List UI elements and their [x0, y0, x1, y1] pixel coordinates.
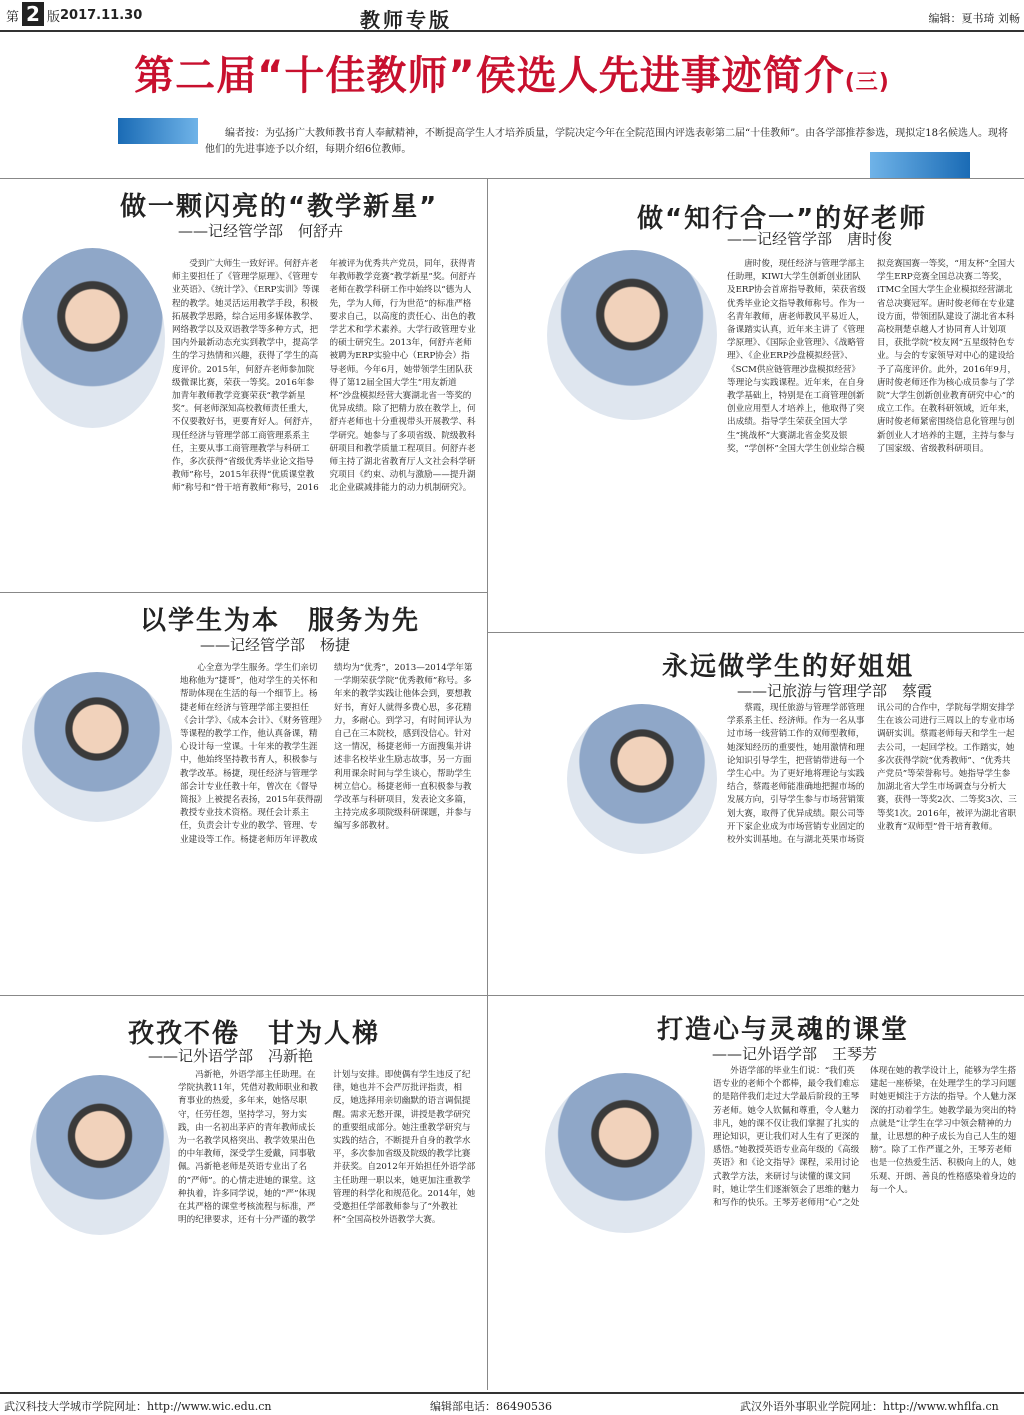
issue-date: 2017.11.30	[60, 8, 143, 23]
main-title-text: 第二届“十佳教师”侯选人先进事迹简介	[134, 53, 845, 99]
edition-title: 教师专版	[360, 8, 452, 32]
page-number: 2	[22, 2, 44, 26]
editor-note: 编者按：为弘扬广大教师教书育人奉献精神，不断提高学生人才培养质量，学院决定今年在全院范围内评选表彰第二届“十佳教师”。由各学部推荐参选，现拟定18名候选人。现将他们的先进事迹予以介绍，每期介绍6位教师。	[205, 128, 1008, 155]
article-body: 受到广大师生一致好评。何舒卉老师主要担任了《管理学原理》、《管理专业英语》、《统计学》、《ERP实训》等课程的教学。她灵活运用教学手段，积极拓展教学思路，综合运用多媒体教学、网络教学以及双语教学等多种方式，把国内外最新动态充实到教学中，提高学生的学习热情和兴趣，获得了学生的高度评价。2015年，何舒卉老师参加院级微课比赛，荣获一等奖。2016年参加青年教师教学竞赛荣获“教学新星奖”。何老师深知高校教师责任重大，不仅要教好书，更要育好人。何舒卉，现任经济与管理学部工商管理系系主任，主要从事工商管理教学与科研工作，多次获得“省级优秀毕业论文指导教师”称号，2015年获得“优质课堂教师”称号和“骨干培育教师”称号，2016年被评为优秀共产党员，同年，获得青年教师教学竞赛“教学新星”奖。何舒卉老师在教学科研工作中始终以“德为人先，学为人师，行为世范”的标准严格要求自己，以高度的责任心、出色的教学艺术和学术素养。大学行政管理专业的硕士研究生。2013年，何舒卉老师被聘为ERP实验中心（ERP协会）指导老师。今年6月，她带领学生团队获得了第12届全国大学生“用友新道杯”沙盘模拟经营大赛湖北省一等奖的优异成绩。除了把精力放在教学上，何舒卉老师也十分重视带头开展教学、科学研究。她参与了多项省级、院级教科研项目和教学质量工程项目。何舒卉老师主持了湖北省教育厅人文社会科学研究项目《约束、动机与激励——提升湖北企业碳减排能力的动力机制研究》。	[172, 259, 476, 494]
article-wang-qinfang	[487, 995, 1024, 1390]
article-author: ——记经管学部 唐时俊	[727, 230, 893, 248]
editor-credit: 编辑：夏书琦 刘畅	[928, 12, 1020, 25]
article-title: 做“知行合一”的好老师	[637, 204, 928, 234]
main-title-suffix: (三)	[844, 70, 890, 95]
article-he-shuhui	[0, 178, 487, 592]
footer-website-left: 武汉科技大学城市学院网址：http://www.wic.edu.cn	[4, 1400, 272, 1413]
article-body: 心全意为学生服务。学生们亲切地称他为“捷哥”，他对学生的关怀和帮助体现在生活的每一个细节上。杨捷老师在经济与管理学部主要担任《会计学》、《成本会计》、《财务管理》等课程的教学工作，他认真备课，精心设计每一堂课。十年来的教学生涯中，他始终坚持教书育人，积极参与教学改革。杨捷，现任经济与管理学部会计专业任教十年，曾次在《督导简报》上被提名表扬，2015年获得副教授专业技术资格。现任会计系主任，负责会计专业的教学、管理、专业建设等工作。杨捷老师历年评教成绩均为“优秀”，2013—2014学年第一学期荣获学院“优秀教师”称号。多年来的教学实践让他体会到，要想教好书，育好人就得多费心思，多花精力，多耐心。到学习，有时间评认为自己在三本院校，感到没信心。针对这一情况，杨捷老师一方面搜集并讲述非名校毕业生励志故事，另一方面利用课余时间与学生谈心，帮助学生树立信心。杨捷老师一直积极参与教学改革与科研项目，发表论文多篇，主持完成多项院级科研课题，并参与编写多部教材。	[180, 663, 473, 845]
article-title: 永远做学生的好姐姐	[662, 652, 915, 682]
teacher-photo	[30, 1075, 170, 1235]
page-suffix: 版	[46, 10, 60, 25]
teacher-photo	[567, 704, 717, 854]
page-prefix: 第	[6, 10, 20, 25]
article-title: 做一颗闪亮的“教学新星”	[120, 192, 439, 222]
teacher-photo	[547, 250, 717, 420]
article-author: ——记外语学部 王琴芳	[712, 1045, 878, 1063]
article-author: ——记经管学部 何舒卉	[178, 222, 344, 240]
article-title: 打造心与灵魂的课堂	[657, 1015, 910, 1045]
article-author: ——记经管学部 杨捷	[200, 636, 351, 654]
article-yang-jie	[0, 592, 487, 995]
article-body: 冯新艳，外语学部主任助理。在学院执教11年，凭借对教师职业和教育事业的热爱，多年来，她恪尽职守，任劳任怨，坚持学习，努力实践，由一名初出茅庐的青年教师成长为一名教学风格突出、教学效果出色的中年教师，深受学生爱戴，同事敬佩。冯新艳老师是英语专业出了名的“严师”。的心情走进她的课堂。这种执着，许多同学说，她的“严”体现在其严格的课堂考核流程与标准，严明的纪律要求，还有十分严谨的教学计划与安排。即使偶有学生违反了纪律，她也并不会严厉批评指责，相反，她选择用亲切幽默的语言调侃提醒。需求无愁开课，讲授是教学研究的重要组成部分。她注重教学研究与实践的结合，不断提升自身的教学水平，多次参加省级及院级的教学比赛并获奖。自2012年开始担任外语学部主任助理一职以来，她更加注重教学管理的科学化和规范化。2014年，她受邀担任学部教师参与了“外教社杯”全国高校外语教学大赛。	[178, 1070, 476, 1226]
teacher-photo	[545, 1073, 705, 1233]
article-tang-shijun	[487, 178, 1024, 632]
article-title: 孜孜不倦 甘为人梯	[128, 1019, 381, 1049]
article-body: 外语学部的毕业生们说：“我们英语专业的老师个个都棒，最令我们难忘的是陪伴我们走过大学最后阶段的王琴芳老师。她令人钦佩和尊重，令人魅力非凡，她的课不仅让我们掌握了扎实的理论知识，更让我们对人生有了更深的感悟。”她教授英语专业高年级的《高级英语》和《论文指导》课程，采用讨论式教学方法，来研讨与读懂的课文同时，她让学生们逐渐领会了思维的魅力和写作的快乐。王琴芳老师用“心”之处体现在她的教学设计上，能够为学生搭建起一座桥梁，在处理学生的学习问题时她更倾注于方法的指导。个人魅力深深的打动着学生。她教学最为突出的特点就是“让学生在学习中领会精神的力量，让思想的种子成长为自己人生的翅膀”。除了工作严谨之外，王琴芳老师也是一位热爱生活、积极向上的人，她乐观、开朗、善良的性格感染着身边的每一个人。	[713, 1066, 1017, 1209]
article-cai-xia	[487, 632, 1024, 995]
article-author: ——记旅游与管理学部 蔡霞	[737, 682, 933, 700]
article-author: ——记外语学部 冯新艳	[148, 1047, 314, 1065]
main-title	[0, 44, 1024, 101]
article-feng-xinyan	[0, 995, 487, 1390]
footer-phone: 编辑部电话：86490536	[430, 1400, 552, 1413]
footer-website-right: 武汉外语外事职业学院网址：http://www.whflfa.cn	[740, 1400, 999, 1413]
article-body: 蔡霞，现任旅游与管理学部管理学系系主任、经济师。作为一名从事过市场一线营销工作的双师型教师，她深知经历的重要性，她用激情和理论知识引导学生，把营销带进每一个学生心中。为了更好地将理论与实践结合，蔡霞老师能准确地把握市场的发展方向，引导学生参与市场营销策划大赛，取得了优异成绩。限公司等开下家企业成为市场营销专业固定的校外实训基地。在与湖北英果市场资讯公司的合作中，学院每学期安排学生在该公司进行三周以上的专业市场调研实训。蔡霞老师每天和学生一起去公司，一起回学校。工作踏实，她多次获得学院“优秀教师”、“优秀共产党员”等荣誉称号。她指导学生参加湖北省大学生市场调查与分析大赛，获得一等奖2次、二等奖3次、三等奖1次。2016年，被评为湖北省职业教育“双师型”骨干培育教师。	[727, 703, 1017, 846]
teacher-photo	[20, 248, 165, 428]
teacher-photo	[22, 672, 172, 822]
page-header	[0, 0, 1024, 32]
decorative-blue-bar-left	[118, 118, 198, 144]
page-footer	[0, 1392, 1024, 1415]
page-number-block	[6, 2, 60, 26]
article-title: 以学生为本 服务为先	[140, 606, 421, 636]
article-body: 唐时俊，现任经济与管理学部主任助理，KIWI大学生创新创业团队及ERP协会首席指导教师，荣获省级优秀毕业论文指导教师称号。作为一名青年教师，唐老师教风平易近人，备课踏实认真，近年来主讲了《管理学原理》、《国际企业管理》、《战略管理》、《企业ERP沙盘模拟经营》、《SCM供应链管理沙盘模拟经营》等理论与实践课程。近年来，在自身教学基础上，特别是在工商管理创新创业应用型人才培养上，他取得了突出成绩。指导学生荣获全国大学生“挑战杯”大赛湖北省金奖及银奖，“学创杯”全国大学生创业综合模拟竞赛国赛一等奖，“用友杯”全国大学生ERP竞赛全国总决赛二等奖，iTMC全国大学生企业模拟经营湖北省总决赛冠军。唐时俊老师在专业建设方面，带领团队建设了湖北省本科高校荆楚卓越人才协同育人计划项目，获批学院“校友网”五星级特色专业。与会的专家领导对中心的建设给予了高度评价。此外，2016年9月，唐时俊老师还作为核心成员参与了学院“大学生创新创业教育研究中心”的成立工作。在教科研领域，近年来，唐时俊老师紧密围绕信息化管理与创新创业人才培养的主题，主持与参与了国家级、省级教科研项目。	[727, 259, 1017, 454]
